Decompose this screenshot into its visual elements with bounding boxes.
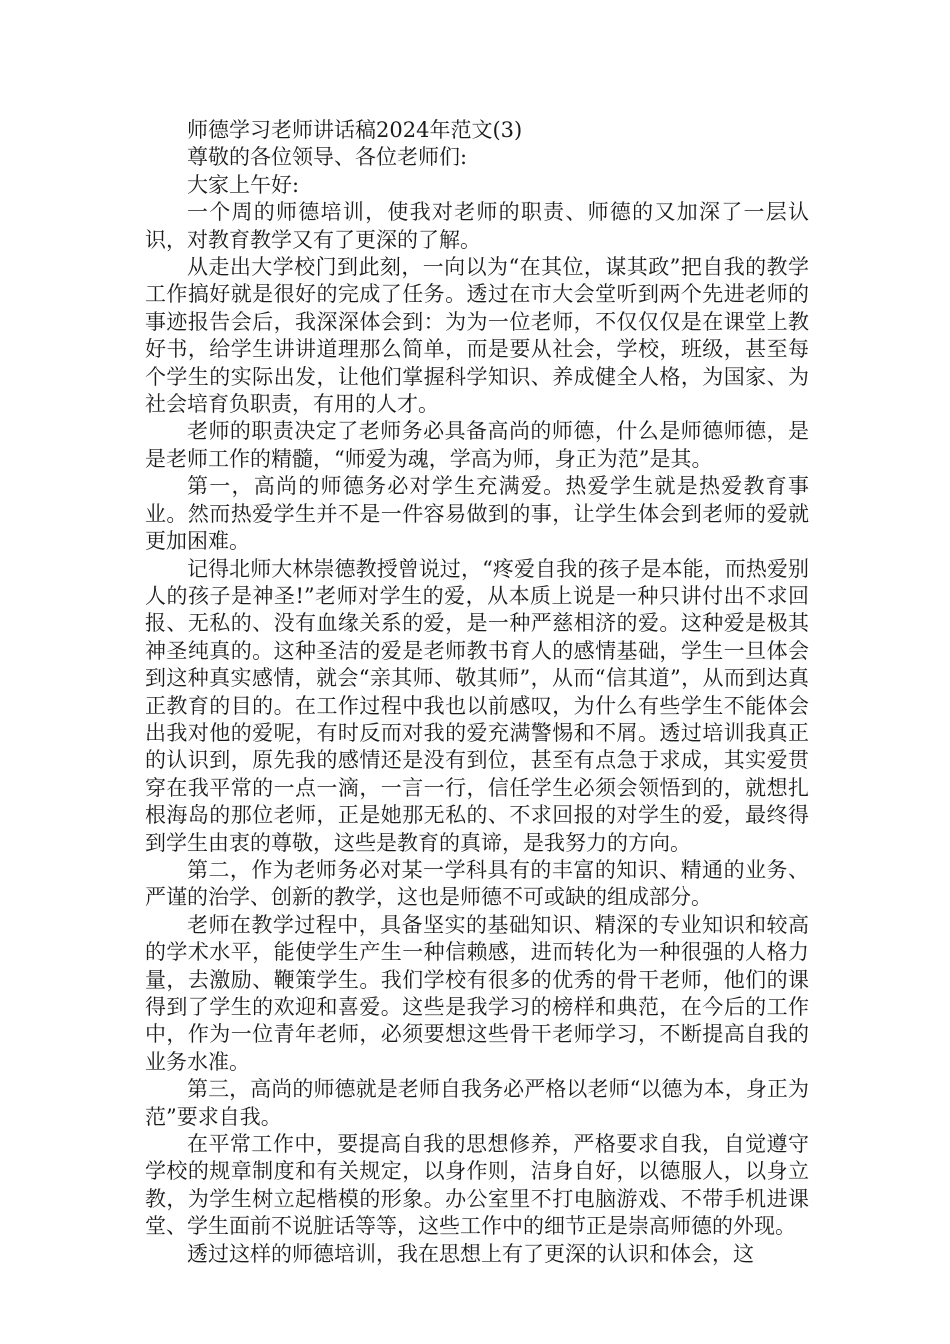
paragraph: 第三，高尚的师德就是老师自我务必严格以老师“以德为本，身正为范”要求自我。: [145, 1077, 809, 1129]
paragraph: 在平常工作中，要提高自我的思想修养，严格要求自我，自觉遵守学校的规章制度和有关规定，以身作则，洁身自好，以德服人，以身立教，为学生树立起楷模的形象。办公室里不打电脑游戏、不带手机进课堂、学生面前不说脏话等等，这些工作中的细节正是崇高师德的外现。: [145, 1132, 809, 1239]
greeting: 大家上午好:: [187, 172, 300, 197]
paragraph: 透过这样的师德培训，我在思想上有了更深的认识和体会，这: [187, 1241, 754, 1266]
paragraph: 记得北师大林崇德教授曾说过，“疼爱自我的孩子是本能，而热爱别人的孩子是神圣!”老师对学生的爱，从本质上说是一种只讲付出不求回报、无私的、没有血缘关系的爱，是一种严慈相济的爱。这种爱是极其神圣纯真的。这种圣洁的爱是老师教书育人的感情基础，学生一旦体会到这种真实感情，就会“亲其师、敬其师”，从而“信其道”，从而到达真正教育的目的。在工作过程中我也以前感叹，为什么有些学生不能体会出我对他的爱呢，有时反而对我的爱充满警惕和不屑。透过培训我真正的认识到，原先我的感情还是没有到位，甚至有点急于求成，其实爱贯穿在我平常的一点一滴，一言一行，信任学生必须会领悟到的，就想扎根海岛的那位老师，正是她那无私的、不求回报的对学生的爱，最终得到学生由衷的尊敬，这些是教育的真谛，是我努力的方向。: [145, 556, 809, 855]
paragraph: 从走出大学校门到此刻，一向以为“在其位，谋其政”把自我的教学工作搞好就是很好的完成了任务。透过在市大会堂听到两个先进老师的事迹报告会后，我深深体会到：为为一位老师，不仅仅仅是在课堂上教好书，给学生讲讲道理那么简单，而是要从社会，学校，班级，甚至每个学生的实际出发，让他们掌握科学知识、养成健全人格，为国家、为社会培育负职责，有用的人才。: [145, 255, 809, 417]
document-page: [145, 117, 809, 1268]
paragraph: 第二，作为老师务必对某一学科具有的丰富的知识、精通的业务、严谨的治学、创新的教学，这也是师德不可或缺的组成部分。: [145, 857, 809, 910]
paragraph: 老师在教学过程中，具备坚实的基础知识、精深的专业知识和较高的学术水平，能使学生产生一种信赖感，进而转化为一种很强的人格力量，去激励、鞭策学生。我们学校有很多的优秀的骨干老师，他们的课得到了学生的欢迎和喜爱。这些是我学习的榜样和典范，在今后的工作中，作为一位青年老师，必须要想这些骨干老师学习，不断提高自我的业务水准。: [145, 912, 809, 1074]
paragraph: 老师的职责决定了老师务必具备高尚的师德，什么是师德师德，是是老师工作的精髓，“师爱为魂，学高为师，身正为范”是其。: [145, 419, 809, 471]
document-title: 师德学习老师讲话稿2024年范文(3): [187, 118, 523, 142]
paragraph: 第一，高尚的师德务必对学生充满爱。热爱学生就是热爱教育事业。然而热爱学生并不是一件容易做到的事，让学生体会到老师的爱就更加困难。: [145, 474, 809, 554]
paragraph: 一个周的师德培训，使我对老师的职责、师德的又加深了一层认识，对教育教学又有了更深的了解。: [145, 200, 809, 252]
salutation: 尊敬的各位领导、各位老师们:: [187, 145, 468, 170]
